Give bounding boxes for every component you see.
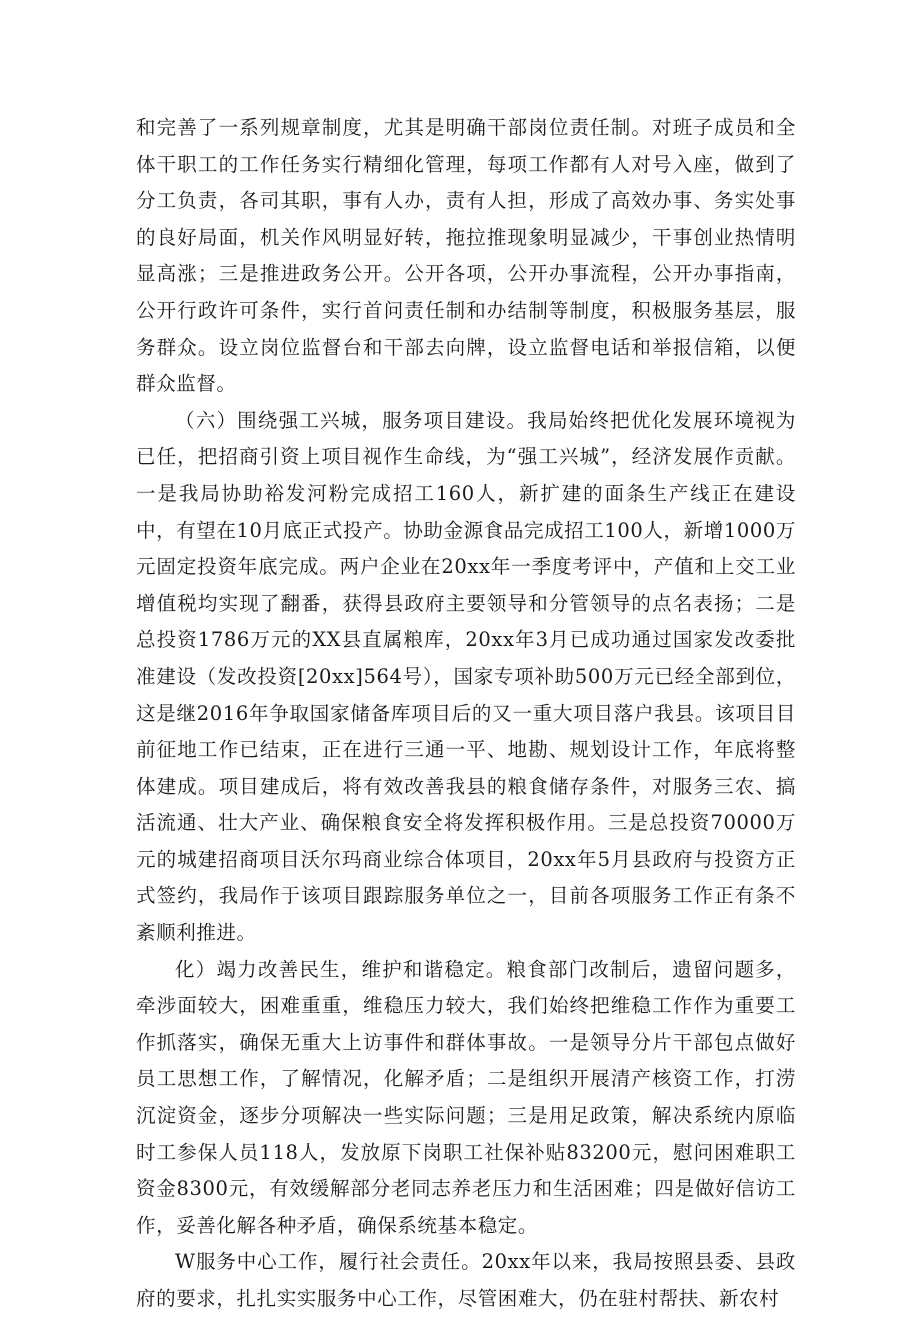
paragraph-central-work: W服务中心工作，履行社会责任。20xx年以来，我局按照县委、县政府的要求，扎扎实实服务中心工作，尽管困难大，仍在驻村帮扶、新农村 — [136, 1250, 796, 1310]
document-body — [136, 110, 796, 1318]
paragraph-project-construction: （六）围绕强工兴城，服务项目建设。我局始终把优化发展环境视为已任，把招商引资上项目视作生命线，为“强工兴城”，经济发展作贡献。一是我局协助裕发河粉完成招工160人，新扩建的面条生产线正在建设中，有望在10月底正式投产。协助金源食品完成招工100人，新增1000万元固定投资年底完成。两户企业在20xx年一季度考评中，产值和上交工业增值税均实现了翻番，获得县政府主要领导和分管领导的点名表扬；二是总投资1786万元的XX县直属粮库，20xx年3月已成功通过国家发改委批准建设（发改投资[20xx]564号），国家专项补助500万元已经全部到位，这是继2016年争取国家储备库项目后的又一重大项目落户我县。该项目目前征地工作已结束，正在进行三通一平、地勘、规划设计工作，年底将整体建成。项目建成后，将有效改善我县的粮食储存条件，对服务三农、搞活流通、壮大产业、确保粮食安全将发挥积极作用。三是总投资70000万元的城建招商项目沃尔玛商业综合体项目，20xx年5月县政府与投资方正式签约，我局作于该项目跟踪服务单位之一，目前各项服务工作正有条不紊顺利推进。 — [136, 408, 796, 945]
paragraph-regulations: 和完善了一系列规章制度，尤其是明确干部岗位责任制。对班子成员和全体干职工的工作任务实行精细化管理，每项工作都有人对号入座，做到了分工负责，各司其职，事有人办，责有人担，形成了高效办事、务实处事的良好局面，机关作风明显好转，拖拉推现象明显减少，干事创业热情明显高涨；三是推进政务公开。公开各项，公开办事流程，公开办事指南，公开行政许可条件，实行首问责任制和办结制等制度，积极服务基层，服务群众。设立岗位监督台和干部去向牌，设立监督电话和举报信箱，以便群众监督。 — [136, 116, 796, 396]
paragraph-livelihood-stability: 化）竭力改善民生，维护和谐稳定。粮食部门改制后，遗留问题多，牵涉面较大，困难重重，维稳压力较大，我们始终把维稳工作作为重要工作抓落实，确保无重大上访事件和群体事故。一是领导分片干部包点做好员工思想工作，了解情况，化解矛盾；二是组织开展清产核资工作，打涝沉淀资金，逐步分项解决一些实际问题；三是用足政策，解决系统内原临时工参保人员118人，发放原下岗职工社保补贴83200元，慰问困难职工资金8300元，有效缓解部分老同志养老压力和生活困难；四是做好信访工作，妥善化解各种矛盾，确保系统基本稳定。 — [136, 957, 796, 1237]
